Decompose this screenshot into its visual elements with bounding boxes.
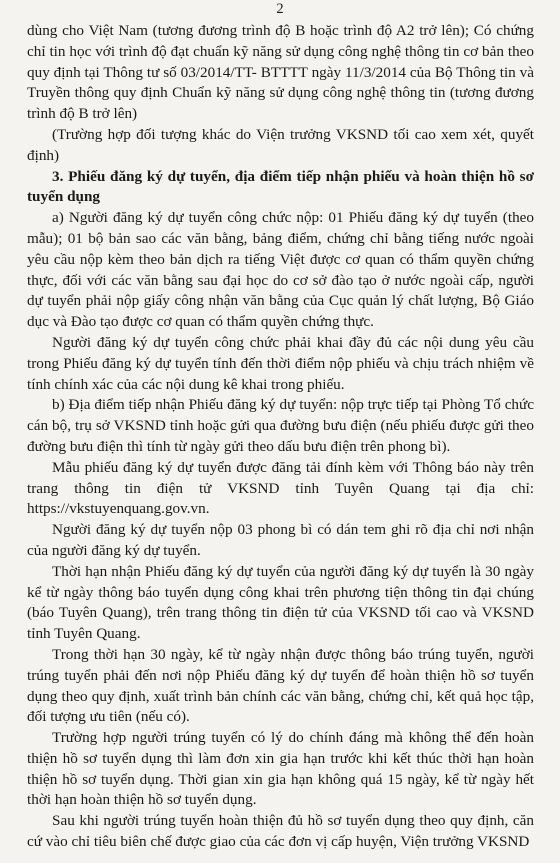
paragraph-submission-deadline: Thời hạn nhận Phiếu đăng ký dự tuyển của người đăng ký dự tuyển là 30 ngày kể từ ngày thông báo tuyển dụng công khai trên phương tiện thông tin đại chúng (báo Tuyên Quang), trên trang thông tin điện tử của VKSND tối cao và VKSND tỉnh Tuyên Quang.	[27, 562, 534, 643]
paragraph-extension-request: Trường hợp người trúng tuyển có lý do chính đáng mà không thể đến hoàn thiện hồ sơ tuyển dụng thì làm đơn xin gia hạn trước khi kết thúc thời hạn hoàn thiện hồ sơ tuyển dụng. Thời gian xin gia hạn không quá 15 ngày, kể từ ngày hết thời hạn hoàn thiện hồ sơ tuyển dụng.	[27, 729, 534, 809]
paragraph-form-download: Mẫu phiếu đăng ký dự tuyển được đăng tải đính kèm với Thông báo này trên trang thông tin điện tử VKSND tỉnh Tuyên Quang tại địa chỉ: https://vkstuyenquang.gov.vn.	[27, 458, 534, 518]
paragraph-submission-documents: a) Người đăng ký dự tuyển công chức nộp: 01 Phiếu đăng ký dự tuyển (theo mẫu); 01 bộ bản sao các văn bằng, bảng điểm, chứng chỉ bằng tiếng nước ngoài yêu cầu nộp kèm theo bản dịch ra tiếng Việt được cơ quan có thẩm quyền chứng thực, đối với các văn bằng sau đại học do cơ sở đào tạo ở nước ngoài cấp, người dự tuyển phải nộp giấy công nhận văn bằng của Cục quản lý chất lượng, Bộ Giáo dục và Đào tạo được cơ quan có thẩm quyền chứng thực.	[27, 209, 534, 331]
page-number: 2	[276, 1, 284, 17]
paragraph-dossier-completion: Trong thời hạn 30 ngày, kể từ ngày nhận được thông báo trúng tuyển, người trúng tuyển phải đến nơi nộp Phiếu đăng ký dự tuyển để hoàn thiện hồ sơ tuyển dụng theo quy định, xuất trình bản chính các văn bằng, chứng chỉ, kết quả học tập, đối tượng ưu tiên (nếu có).	[27, 645, 534, 726]
paragraph-declaration-responsibility: Người đăng ký dự tuyển công chức phải khai đầy đủ các nội dung yêu cầu trong Phiếu đăng ký dự tuyển tính đến thời điểm nộp phiếu và chịu trách nhiệm về tính chính xác của các nội dung kê khai trong phiếu.	[27, 333, 534, 393]
section-heading-3: 3. Phiếu đăng ký dự tuyển, địa điểm tiếp nhận phiếu và hoàn thiện hồ sơ tuyển dụng	[27, 167, 534, 206]
document-body	[27, 21, 534, 853]
paragraph-envelopes: Người đăng ký dự tuyển nộp 03 phong bì có dán tem ghi rõ địa chỉ nơi nhận của người đăng ký dự tuyển.	[27, 521, 534, 559]
paragraph-exception-note: (Trường hợp đối tượng khác do Viện trưởng VKSND tối cao xem xét, quyết định)	[27, 125, 534, 164]
paragraph-submission-location: b) Địa điểm tiếp nhận Phiếu đăng ký dự tuyển: nộp trực tiếp tại Phòng Tổ chức cán bộ, trụ sở VKSND tỉnh hoặc gửi qua đường bưu điện (nếu phiếu được gửi theo đường bưu điện thì tính từ ngày gửi theo dấu bưu điện trên phong bì).	[27, 396, 534, 455]
paragraph-language-it-requirements: dùng cho Việt Nam (tương đương trình độ B hoặc trình độ A2 trở lên); Có chứng chỉ tin học với trình độ đạt chuẩn kỹ năng sử dụng công nghệ thông tin cơ bản theo quy định tại Thông tư số 03/2014/TT- BTTTT ngày 11/3/2014 của Bộ Thông tin và Truyền thông quy định Chuẩn kỹ năng sử dụng công nghệ thông tin (tương đương trình độ B trở lên)	[27, 22, 534, 123]
paragraph-after-completion: Sau khi người trúng tuyển hoàn thiện đủ hồ sơ tuyển dụng theo quy định, căn cứ vào chỉ tiêu biên chế được giao của các đơn vị cấp huyện, Viện trưởng VKSND	[27, 812, 534, 851]
